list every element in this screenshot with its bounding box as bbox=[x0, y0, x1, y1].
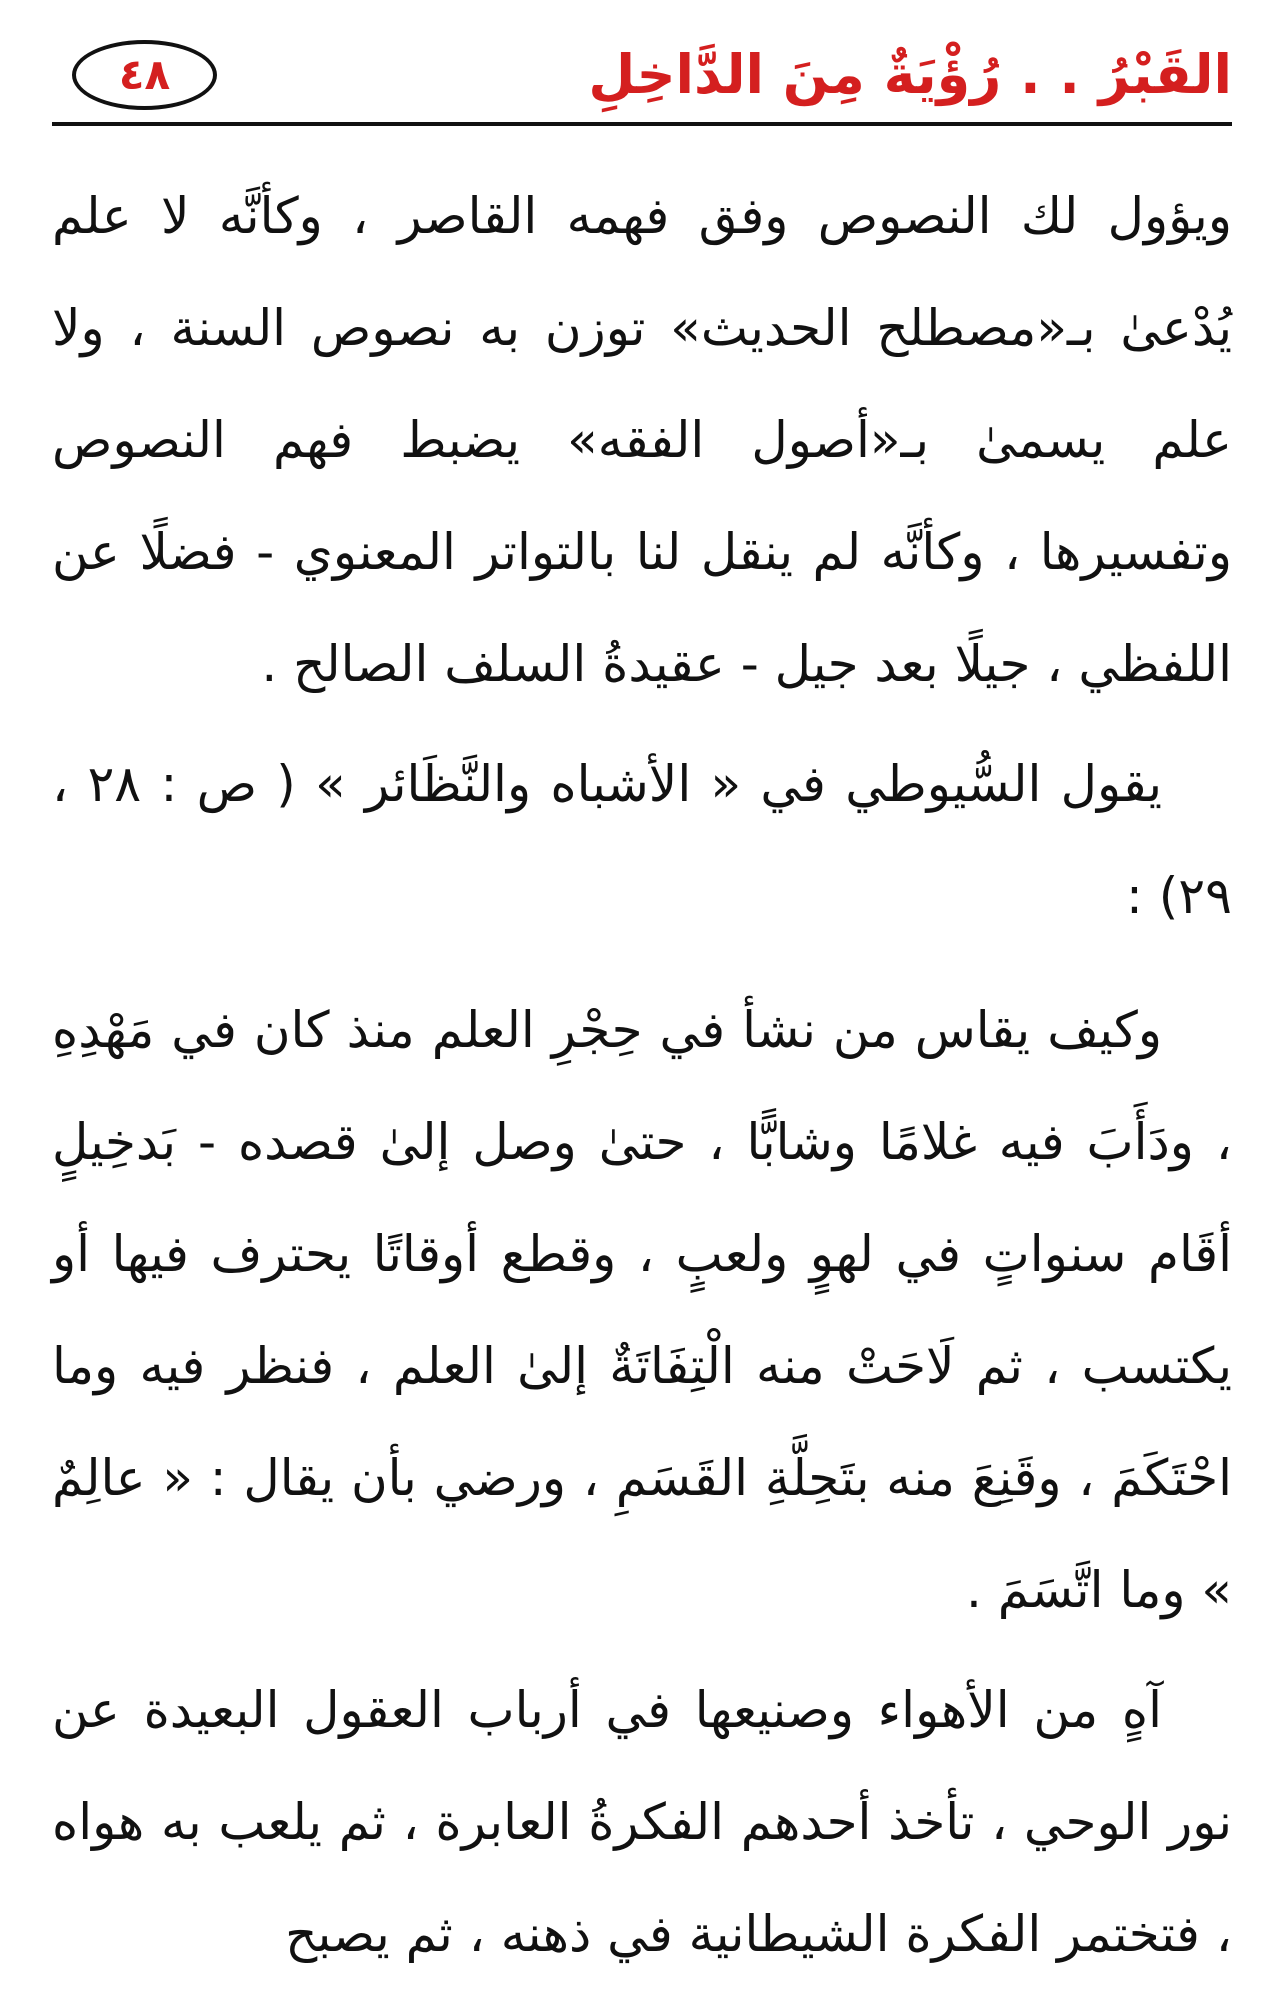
page-header bbox=[52, 30, 1232, 120]
running-title: القَبْرُ . . رُؤْيَةٌ مِنَ الدَّاخِلِ bbox=[588, 43, 1232, 106]
header-divider bbox=[52, 122, 1232, 126]
quotation: وكيف يقاس من نشأ في حِجْرِ العلم منذ كان في مَهْدِهِ ، ودَأَبَ فيه غلامًا وشابًّا ، حتىٰ وصل إلىٰ قصده - بَدخِيلٍ أقَام سنواتٍ في لهوٍ ولعبٍ ، وقطع أوقاتًا يحترف فيها أو يكتسب ، ثم لَاحَتْ منه الْتِفَاتَةٌ إلىٰ العلم ، فنظر فيه وما احْتَكَمَ ، وقَنِعَ منه بتَحِلَّةِ القَسَمِ ، ورضي بأن يقال : « عالِمٌ » وما اتَّسَمَ . bbox=[52, 1001, 1232, 1619]
paragraph: آهٍ من الأهواء وصنيعها في أرباب العقول البعيدة عن نور الوحي ، تأخذ أحدهم الفكرةُ العابرة ، ثم يلعب به هواه ، فتختمر الفكرة الشيطانية في ذهنه ، ثم يصبح bbox=[52, 1681, 1232, 1963]
page-body bbox=[52, 160, 1232, 1990]
paragraph: ويؤول لك النصوص وفق فهمه القاصر ، وكأنَّه لا علم يُدْعىٰ بـ«مصطلح الحديث» توزن به نصوص السنة ، ولا علم يسمىٰ بـ«أصول الفقه» يضبط فهم النصوص وتفسيرها ، وكأنَّه لم ينقل لنا بالتواتر المعنوي - فضلًا عن اللفظي ، جيلًا بعد جيل - عقيدةُ السلف الصالح . bbox=[52, 187, 1232, 693]
quote-intro: يقول السُّيوطي في « الأشباه والنَّظَائر » ( ص : ٢٨ ، ٢٩) : bbox=[52, 755, 1232, 925]
page-number: ٤٨ bbox=[72, 40, 217, 110]
